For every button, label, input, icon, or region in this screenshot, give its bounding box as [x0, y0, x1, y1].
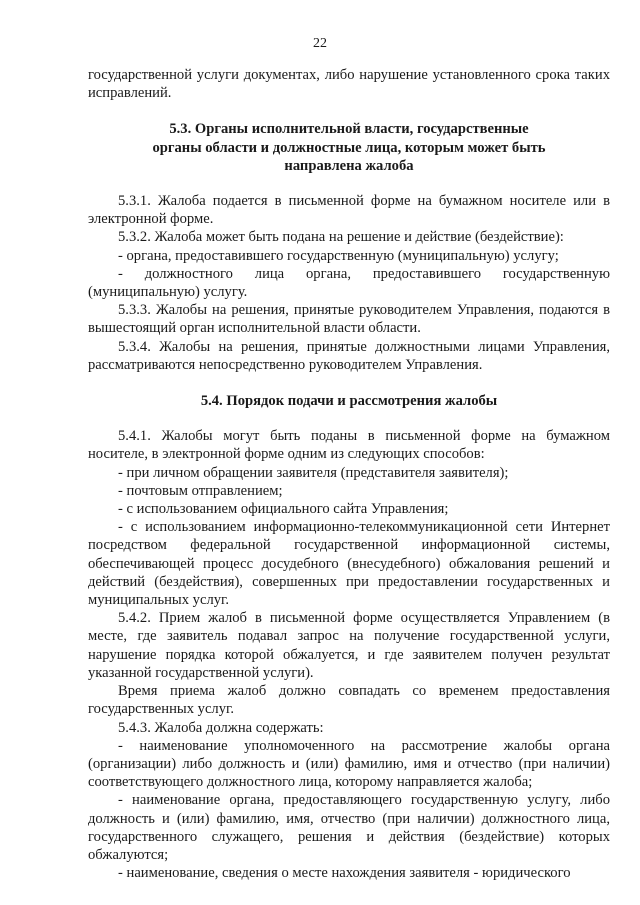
section-5-3-title-line: направлена жалоба: [284, 157, 414, 174]
intro-paragraph: государственной услуги документах, либо нарушение установленного срока таких исправлений.: [88, 67, 610, 102]
paragraph-5-3-3: 5.3.3. Жалобы на решения, принятые руководителем Управления, подаются в вышестоящий орган исполнительной власти области.: [88, 302, 610, 337]
list-item: - почтовым отправлением;: [118, 482, 283, 499]
section-5-4-title: 5.4. Порядок подачи и рассмотрения жалобы: [200, 393, 498, 410]
paragraph-5-3-1: 5.3.1. Жалоба подается в письменной форме на бумажном носителе или в электронной форме.: [88, 193, 610, 228]
paragraph-5-3-2: 5.3.2. Жалоба может быть подана на решение и действие (бездействие):: [118, 229, 564, 246]
page-content: [88, 66, 610, 882]
list-item: - наименование уполномоченного на рассмотрение жалобы органа (организации) либо должность и (или) фамилию, имя и отчество (при наличии) соответствующего должностного лица, которому направляется жалоба;: [88, 737, 610, 791]
list-item: - с использованием информационно-телекоммуникационной сети Интернет посредством федеральной государственной информационной системы, обеспечивающей процесс досудебного (внесудебного) обжалования решений и действий (бездействия), совершенных при предоставлении государственных и муниципальных услуг.: [88, 519, 610, 609]
list-item: - наименование органа, предоставляющего государственную услугу, либо должность и (или) фамилию, имя, отчество (при наличии) должностного лица, государственного служащего, решения и действия (бездействие) которых обжалуются;: [88, 792, 610, 863]
list-item: - с использованием официального сайта Управления;: [118, 501, 449, 518]
list-item: - органа, предоставившего государственную (муниципальную) услугу;: [118, 247, 559, 264]
paragraph-5-4-1: 5.4.1. Жалобы могут быть поданы в письменной форме на бумажном носителе, в электронной форме одним из следующих способов:: [88, 428, 610, 463]
paragraph: Время приема жалоб должно совпадать со временем предоставления государственных услуг.: [88, 683, 610, 718]
list-item: - наименование, сведения о месте нахождения заявителя - юридического: [118, 865, 571, 882]
section-5-3-title: [88, 120, 610, 175]
section-5-3-title-line: 5.3. Органы исполнительной власти, государственные: [169, 121, 529, 138]
paragraph-5-4-3: 5.4.3. Жалоба должна содержать:: [118, 719, 324, 736]
page-number: 22: [313, 36, 327, 51]
paragraph-5-3-4: 5.3.4. Жалобы на решения, принятые должностными лицами Управления, рассматриваются непосредственно руководителем Управления.: [88, 338, 610, 373]
section-5-3-title-line: органы области и должностные лица, которым может быть: [152, 139, 546, 156]
list-item: - должностного лица органа, предоставившего государственную (муниципальную) услугу.: [88, 265, 610, 301]
paragraph-5-4-2: 5.4.2. Прием жалоб в письменной форме осуществляется Управлением (в месте, где заявитель подавал запрос на получение государственной услуги, нарушение порядка которой обжалуется, и где заявителем получен результат указанной государственной услуги).: [88, 610, 610, 681]
list-item: - при личном обращении заявителя (представителя заявителя);: [118, 464, 509, 481]
